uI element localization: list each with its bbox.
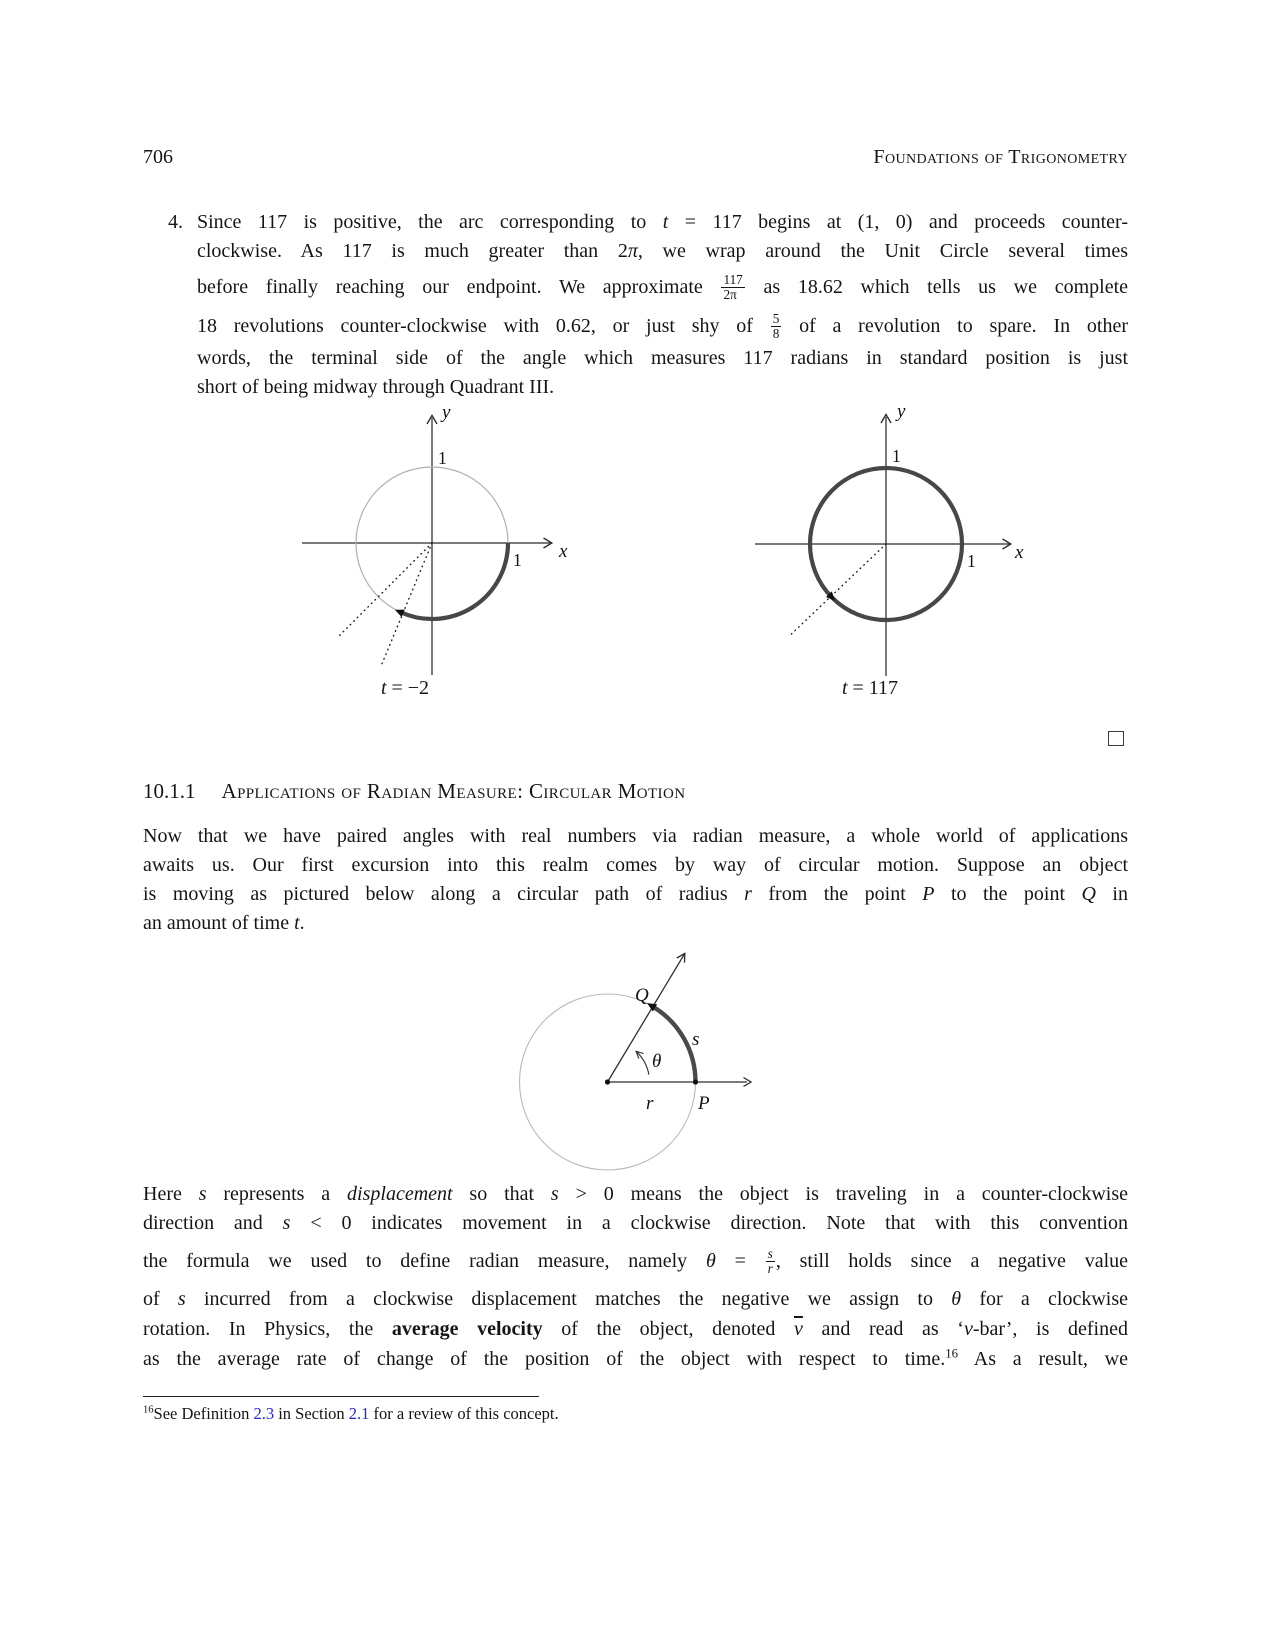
text-segment: of a revolution to spare. In other <box>782 315 1128 337</box>
x-tick-1: 1 <box>967 551 976 571</box>
page-number: 706 <box>143 146 173 168</box>
running-header: Foundations of Trigonometry <box>873 146 1128 168</box>
text-line <box>197 208 1128 237</box>
text-segment: 16 <box>143 1404 154 1416</box>
text-segment: so that <box>452 1183 551 1205</box>
text-segment: , still holds since a negative value <box>775 1250 1129 1272</box>
text-segment: s <box>282 1212 291 1234</box>
text-line <box>143 1284 1128 1314</box>
text-segment: Q <box>1081 883 1096 905</box>
text-segment: is moving as pictured below along a circular path of radius <box>143 883 745 905</box>
text-segment: rotation. In Physics, the <box>143 1318 392 1340</box>
text-line <box>143 1209 1128 1238</box>
text-segment: t <box>841 677 848 699</box>
page-header <box>143 146 1128 169</box>
terminal-ray-dotted <box>381 543 432 666</box>
section-heading <box>143 779 685 804</box>
text-line <box>197 237 1128 266</box>
text-segment: = <box>715 1250 765 1272</box>
text-segment: and read as ‘ <box>802 1318 964 1340</box>
text-segment: π <box>627 240 638 262</box>
text-segment: to the point <box>934 883 1082 905</box>
text-segment: average velocity <box>391 1318 543 1340</box>
text-segment: displacement <box>347 1183 453 1205</box>
text-segment: -bar’, is defined <box>972 1318 1128 1340</box>
guide-ray-dotted-225deg <box>339 543 432 636</box>
text-segment: See Definition <box>153 1404 254 1423</box>
label-Q: Q <box>635 985 649 1006</box>
text-segment: 18 revolutions counter-clockwise with 0.62, or just shy of <box>197 315 770 337</box>
text-segment: t <box>662 211 669 233</box>
x-tick-1: 1 <box>513 550 522 570</box>
text-line <box>197 308 1128 344</box>
text-segment: s <box>177 1288 186 1310</box>
text-segment: in <box>1095 883 1128 905</box>
label-s: s <box>692 1029 700 1050</box>
text-segment: words, the terminal side of the angle which measures 117 radians in standard position is just <box>197 347 1128 369</box>
footnote-rule <box>143 1396 539 1397</box>
text-segment: s <box>550 1183 559 1205</box>
section-title: Applications of Radian Measure: Circular Motion <box>221 779 686 803</box>
text-segment: P <box>922 883 935 905</box>
text-segment: incurred from a clockwise displacement matches the negative we assign to <box>185 1288 952 1310</box>
paragraph-intro <box>143 822 1128 938</box>
text-line <box>143 1344 1128 1374</box>
terminal-ray-through-Q <box>608 953 685 1082</box>
text-segment: t <box>294 912 300 934</box>
text-segment: represents a <box>206 1183 348 1205</box>
text-line <box>143 909 1128 938</box>
text-line <box>197 344 1128 373</box>
text-segment: in Section <box>274 1404 349 1423</box>
text-segment: > 0 means the object is traveling in a counter-clockwise <box>558 1183 1129 1205</box>
inline-fraction: $\frac{s}{r}$ <box>767 1245 773 1277</box>
figure-circular-motion <box>455 935 785 1185</box>
figure-unit-circle-t-117 <box>748 398 1028 688</box>
text-segment: clockwise. As 117 is much greater than 2 <box>197 240 628 262</box>
label-r: r <box>646 1093 654 1114</box>
text-line <box>143 851 1128 880</box>
text-segment: . <box>299 912 305 934</box>
text-segment: Since 117 is positive, the arc corresponding to <box>197 211 663 233</box>
text-segment: θ <box>705 1250 716 1272</box>
y-tick-1: 1 <box>892 446 901 466</box>
text-segment: for a review of this concept. <box>369 1404 559 1423</box>
text-segment: as the average rate of change of the position of the object with respect to time. <box>143 1348 946 1370</box>
text-segment: As a result, we <box>958 1348 1128 1370</box>
figure-unit-circle-t-neg2 <box>298 398 576 688</box>
text-segment: , we wrap around the Unit Circle several times <box>637 240 1128 262</box>
text-line <box>143 822 1128 851</box>
text-segment: Now that we have paired angles with real numbers via radian measure, a whole world of applications <box>143 825 1128 847</box>
text-segment: as 18.62 which tells us we complete <box>745 276 1128 298</box>
text-segment: before finally reaching our endpoint. We approximate <box>197 276 721 298</box>
text-line <box>197 266 1128 308</box>
text-segment: 16 <box>945 1346 959 1361</box>
text-segment: = 117 <box>847 677 899 699</box>
inline-fraction: $\frac{117}{2\pi}$ <box>723 271 743 303</box>
center-dot <box>605 1079 610 1084</box>
text-segment: v <box>963 1318 973 1340</box>
qed-tombstone <box>1108 731 1124 746</box>
text-segment: t <box>380 677 387 699</box>
text-segment: of <box>143 1288 178 1310</box>
caption-t-117 <box>795 674 945 702</box>
text-segment: short of being midway through Quadrant III. <box>197 376 555 398</box>
y-axis-label: y <box>442 402 451 423</box>
text-segment: $\overline{v}$ <box>793 1318 803 1340</box>
inline-fraction: $\frac{5}{8}$ <box>772 310 780 342</box>
text-line <box>143 1238 1128 1284</box>
x-axis-label: x <box>1015 542 1024 563</box>
y-tick-1: 1 <box>438 448 447 468</box>
label-theta: θ <box>652 1051 662 1072</box>
list-item-marker: 4. <box>168 211 183 233</box>
paragraph-displacement <box>143 1180 1128 1374</box>
text-segment: for a clockwise <box>961 1288 1128 1310</box>
text-segment: of the object, denoted <box>542 1318 794 1340</box>
text-segment: = −2 <box>386 677 430 699</box>
text-segment: θ <box>951 1288 962 1310</box>
text-segment: direction and <box>143 1212 283 1234</box>
text-segment: the formula we used to define radian measure, namely <box>143 1250 706 1272</box>
text-segment: s <box>198 1183 207 1205</box>
text-line <box>143 1314 1128 1344</box>
text-segment: an amount of time <box>143 912 295 934</box>
text-segment: from the point <box>751 883 923 905</box>
caption-t-neg2 <box>330 674 480 702</box>
y-axis-label: y <box>897 401 906 422</box>
text-segment: Here <box>143 1183 199 1205</box>
footnote-link-definition-2-3[interactable]: 2.3 <box>253 1404 275 1423</box>
angle-theta-arc <box>636 1051 649 1074</box>
text-line <box>143 1180 1128 1209</box>
footnote-text <box>143 1402 1128 1425</box>
x-axis-label: x <box>559 541 568 562</box>
footnote-link-section-2-1[interactable]: 2.1 <box>348 1404 370 1423</box>
text-segment: awaits us. Our first excursion into this realm comes by way of circular motion. Suppose an object <box>143 854 1128 876</box>
text-segment: = 117 begins at (1, 0) and proceeds counter- <box>668 211 1128 233</box>
point-P-dot <box>693 1079 698 1084</box>
text-line <box>143 880 1128 909</box>
section-number: 10.1.1 <box>143 779 196 803</box>
text-segment: r <box>744 883 752 905</box>
text-segment: < 0 indicates movement in a clockwise direction. Note that with this convention <box>290 1212 1128 1234</box>
item4-paragraph <box>197 208 1128 402</box>
label-P: P <box>698 1093 710 1114</box>
